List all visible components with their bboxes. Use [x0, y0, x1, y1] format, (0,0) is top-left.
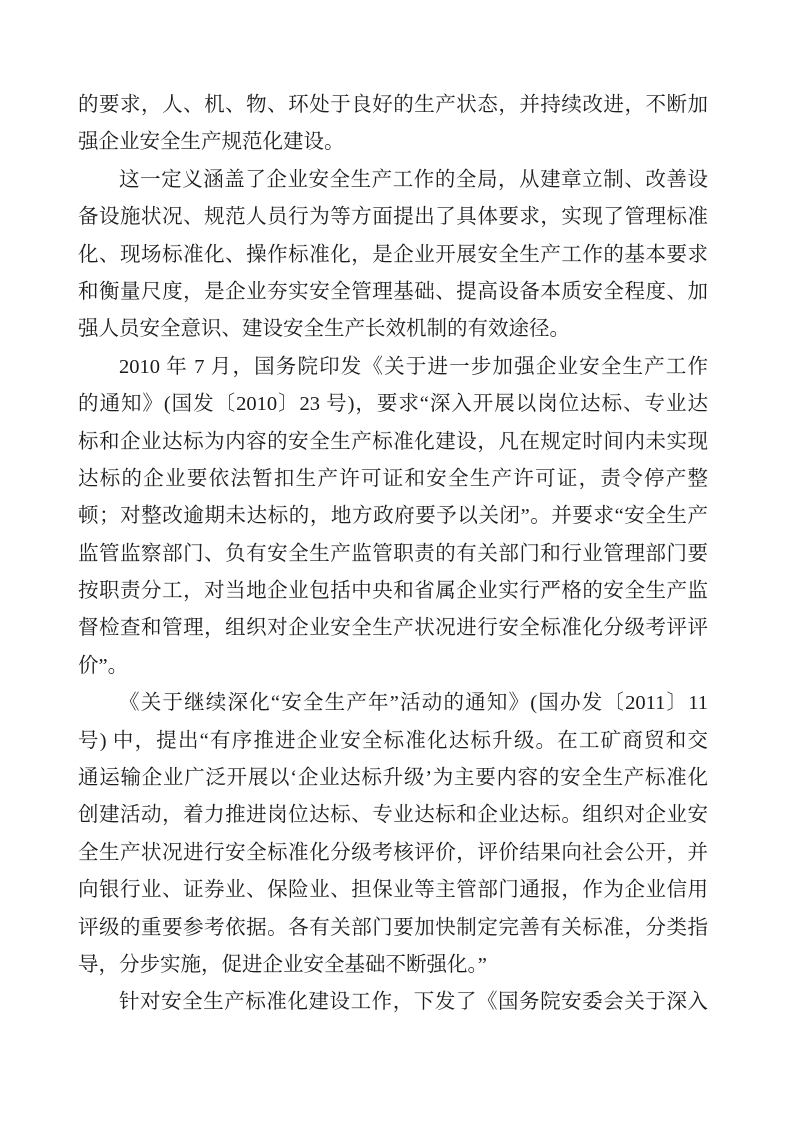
text-line: 创建活动，着力推进岗位达标、专业达标和企业达标。组织对企业安 [78, 804, 708, 827]
text-line: 监管监察部门、负有安全生产监管职责的有关部门和行业管理部门要 [78, 542, 708, 565]
paragraph [78, 984, 708, 1021]
text-line: 针对安全生产标准化建设工作，下发了《国务院安委会关于深入 [119, 991, 708, 1014]
text-line: 督检查和管理，组织对企业安全生产状况进行安全标准化分级考评评 [78, 617, 708, 640]
text-line: 备设施状况、规范人员行为等方面提出了具体要求，实现了管理标准 [78, 206, 708, 229]
text-line: 向银行业、证券业、保险业、担保业等主管部门通报，作为企业信用 [78, 879, 708, 902]
paragraph [78, 349, 708, 686]
text-line: 评级的重要参考依据。各有关部门要加快制定完善有关标准，分类指 [78, 916, 708, 939]
text-line: 《关于继续深化“安全生产年”活动的通知》(国办发〔2011〕11 [119, 692, 708, 715]
paragraph [78, 162, 708, 349]
text-line: 号) 中，提出“有序推进企业安全标准化达标升级。在工矿商贸和交 [78, 729, 708, 752]
text-line: 导，分步实施，促进企业安全基础不断强化。” [78, 953, 487, 976]
text-line: 的通知》(国发〔2010〕23 号)，要求“深入开展以岗位达标、专业达 [78, 393, 708, 416]
text-line: 和衡量尺度，是企业夯实安全管理基础、提高设备本质安全程度、加 [78, 280, 708, 303]
text-line: 强企业安全生产规范化建设。 [78, 131, 345, 154]
text-line: 通运输企业广泛开展以‘企业达标升级’为主要内容的安全生产标准化 [78, 767, 708, 790]
text-line: 价”。 [78, 654, 129, 677]
paragraph [78, 87, 708, 162]
text-line: 按职责分工，对当地企业包括中央和省属企业实行严格的安全生产监 [78, 580, 708, 603]
paragraph [78, 685, 708, 984]
text-line: 的要求，人、机、物、环处于良好的生产状态，并持续改进，不断加 [78, 94, 708, 116]
text-line: 标和企业达标为内容的安全生产标准化建设，凡在规定时间内未实现 [78, 430, 708, 453]
document-body [78, 87, 708, 1022]
text-line: 顿；对整改逾期未达标的，地方政府要予以关闭”。并要求“安全生产 [78, 505, 708, 528]
text-line: 全生产状况进行安全标准化分级考核评价，评价结果向社会公开，并 [78, 841, 708, 864]
text-line: 2010 年 7 月，国务院印发《关于进一步加强企业安全生产工作 [119, 355, 708, 378]
text-line: 达标的企业要依法暂扣生产许可证和安全生产许可证，责令停产整 [78, 467, 708, 490]
text-line: 化、现场标准化、操作标准化，是企业开展安全生产工作的基本要求 [78, 243, 708, 266]
text-line: 这一定义涵盖了企业安全生产工作的全局，从建章立制、改善设 [119, 168, 708, 191]
text-line: 强人员安全意识、建设安全生产长效机制的有效途径。 [78, 318, 570, 341]
